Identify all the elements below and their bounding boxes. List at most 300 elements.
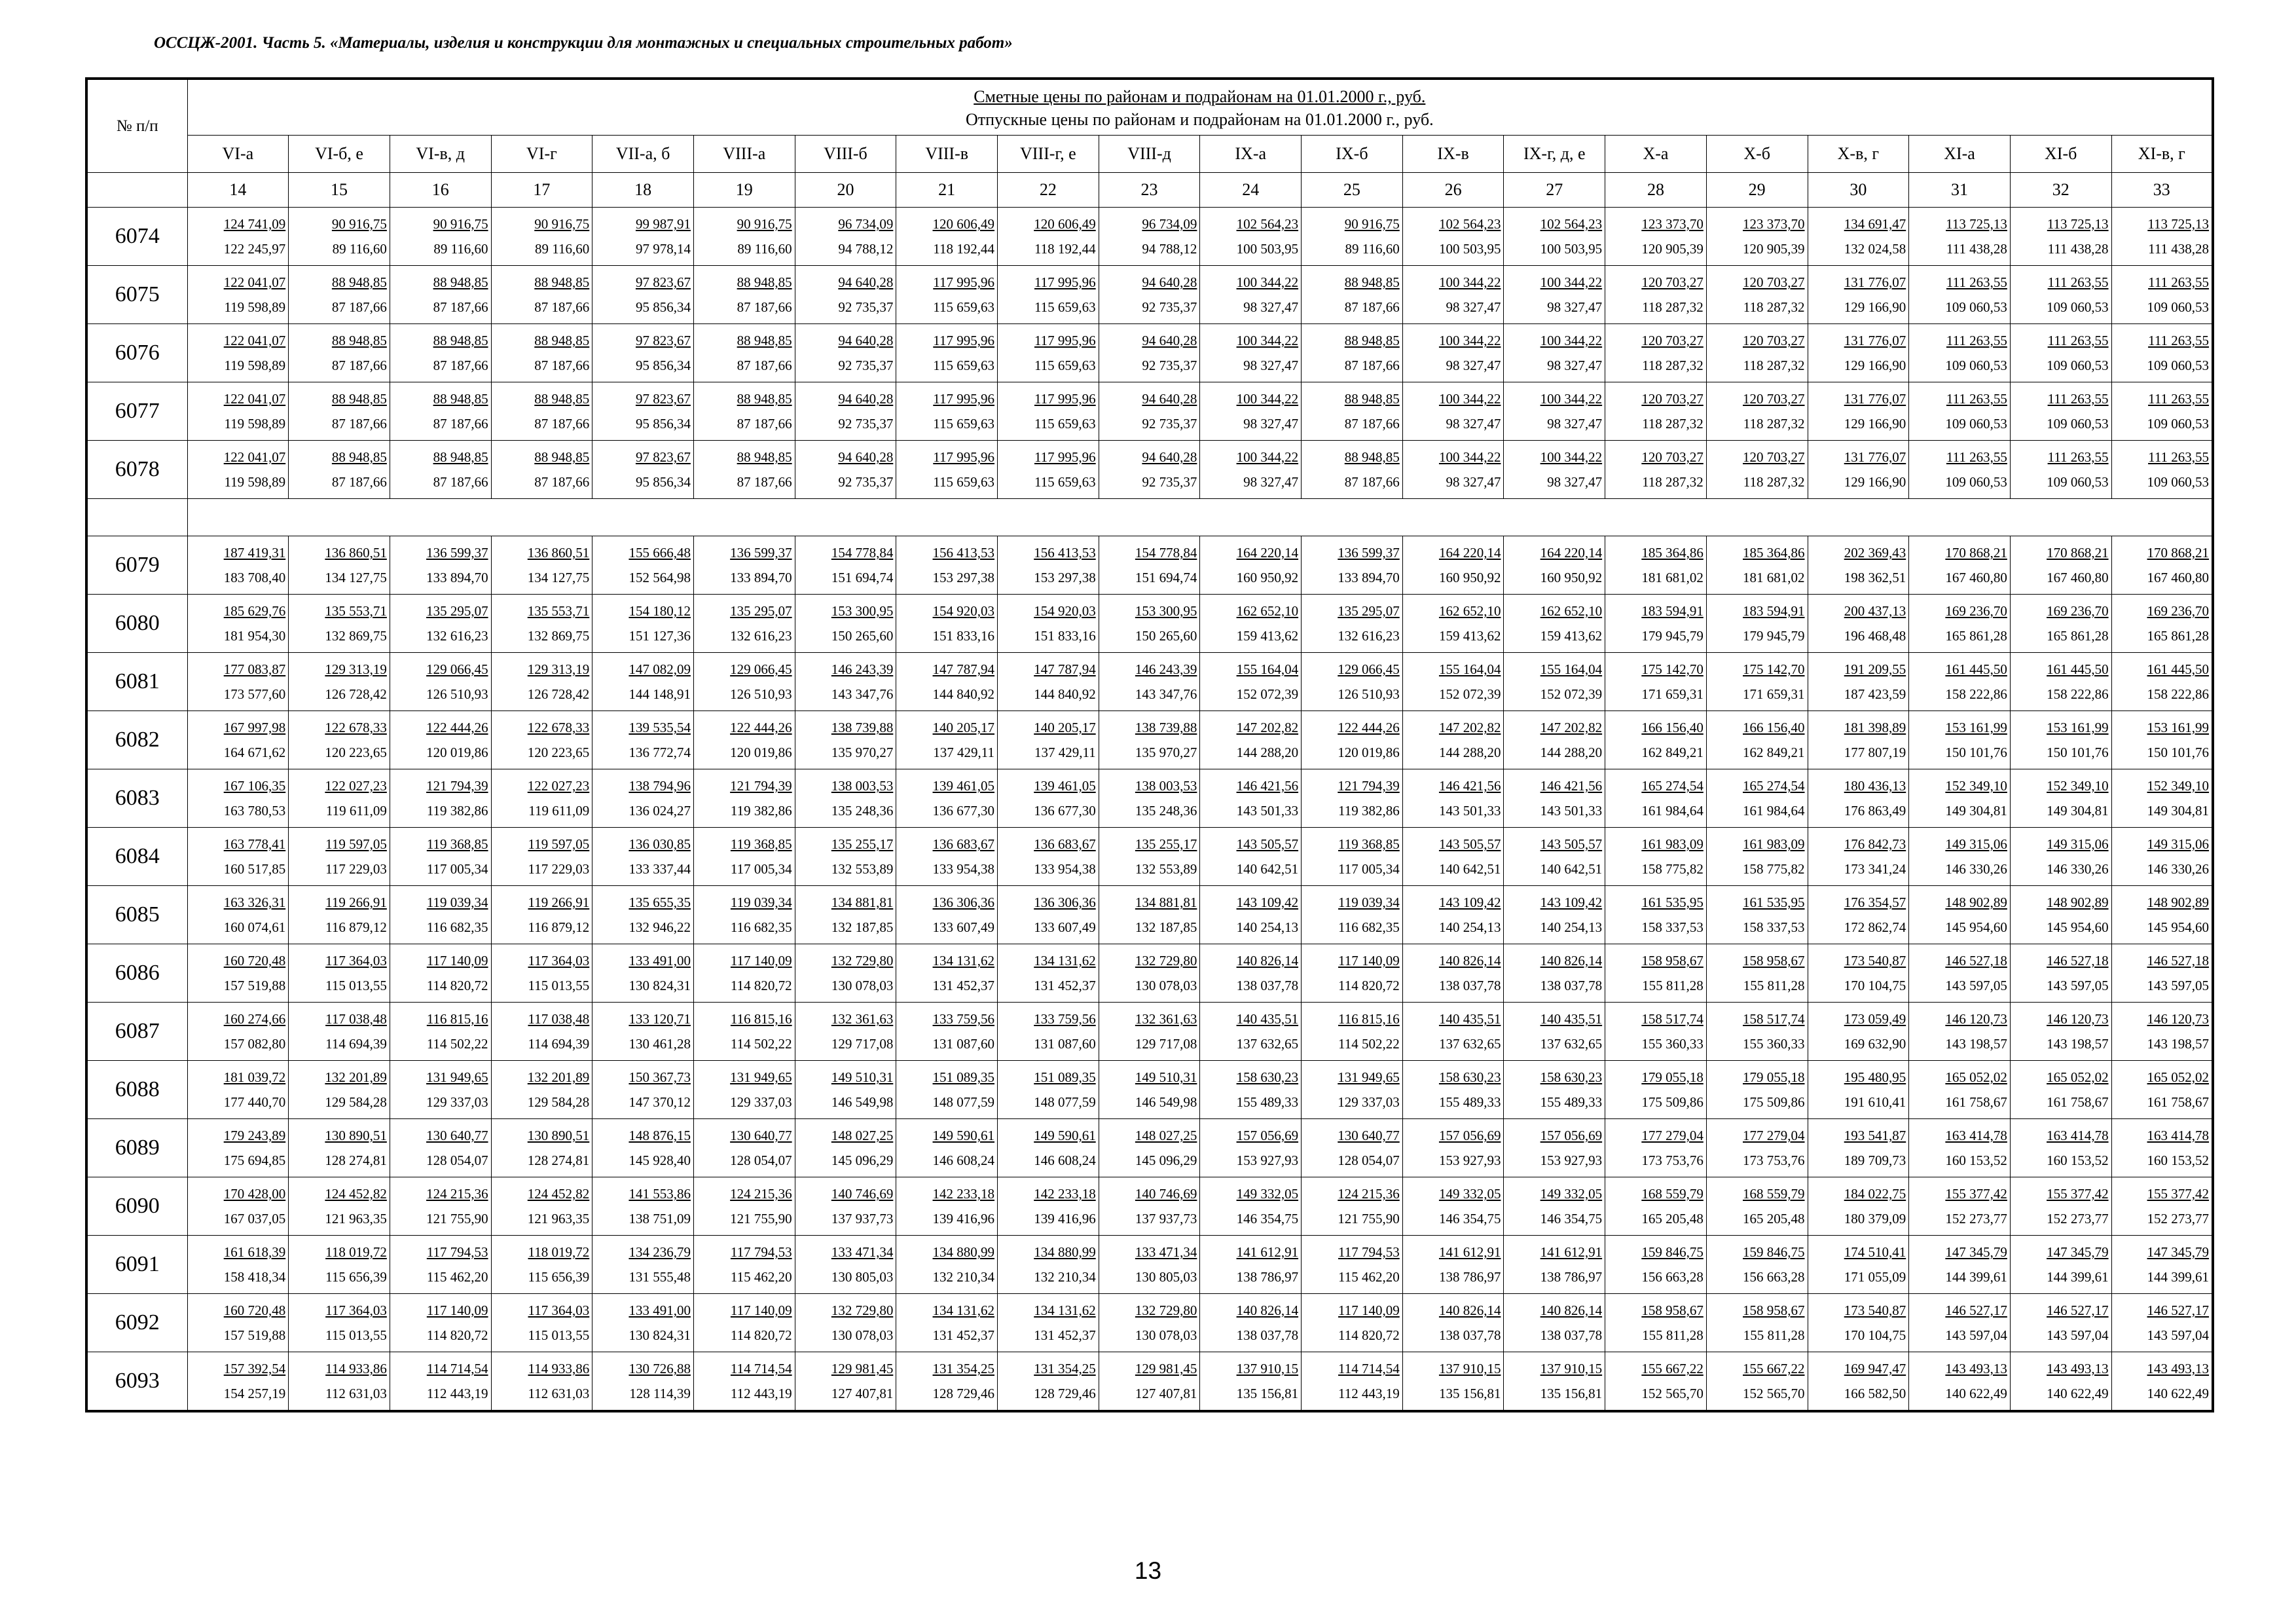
estimate-price: 121 794,39	[730, 778, 792, 794]
estimate-price: 148 902,89	[1945, 895, 2007, 910]
estimate-price: 147 202,82	[1438, 720, 1501, 735]
row-code: 6076	[86, 324, 187, 382]
release-price: 179 945,79	[1641, 628, 1704, 644]
estimate-price: 143 109,42	[1540, 895, 1603, 910]
price-cell	[998, 595, 1099, 653]
release-price: 95 856,34	[635, 416, 691, 432]
release-price: 160 517,85	[223, 861, 286, 877]
table-row	[86, 653, 2213, 711]
release-price: 114 820,72	[1338, 1327, 1400, 1343]
estimate-price: 129 981,45	[831, 1361, 894, 1376]
release-price: 149 304,81	[1945, 803, 2007, 819]
price-cell	[896, 1003, 998, 1061]
price-cell	[1200, 1236, 1302, 1294]
price-cell	[1909, 1294, 2011, 1352]
release-price: 114 820,72	[730, 978, 792, 993]
estimate-price: 117 364,03	[325, 953, 387, 969]
price-cell	[1706, 1003, 1808, 1061]
row-code: 6085	[86, 886, 187, 944]
price-cell	[1504, 536, 1605, 595]
price-cell	[491, 441, 592, 499]
price-cell	[1706, 1236, 1808, 1294]
column-number: 32	[2010, 173, 2111, 208]
estimate-price: 114 714,54	[730, 1361, 792, 1376]
price-cell	[795, 441, 896, 499]
release-price: 92 735,37	[1142, 474, 1197, 490]
estimate-price: 179 055,18	[1641, 1069, 1704, 1085]
release-price: 114 820,72	[1338, 978, 1400, 993]
release-price: 165 205,48	[1641, 1211, 1704, 1227]
price-cell	[795, 1236, 896, 1294]
estimate-price: 163 778,41	[223, 836, 286, 852]
price-cell	[1706, 769, 1808, 828]
price-cell	[1200, 828, 1302, 886]
estimate-price: 117 140,09	[1338, 953, 1400, 969]
estimate-price: 149 315,06	[2147, 836, 2210, 852]
estimate-price: 179 055,18	[1743, 1069, 1805, 1085]
price-cell	[2010, 1352, 2111, 1412]
release-price: 119 611,09	[528, 803, 590, 819]
release-price: 109 060,53	[2147, 358, 2210, 373]
release-price: 144 288,20	[1540, 745, 1603, 760]
release-price: 170 104,75	[1844, 1327, 1906, 1343]
estimate-price: 88 948,85	[433, 391, 488, 407]
estimate-price: 147 787,94	[932, 661, 994, 677]
release-price: 143 597,04	[1945, 1327, 2007, 1343]
estimate-price: 117 038,48	[528, 1011, 590, 1027]
estimate-price: 156 413,53	[932, 545, 994, 561]
row-code: 6079	[86, 536, 187, 595]
estimate-price: 155 377,42	[2147, 1186, 2210, 1202]
estimate-price: 116 815,16	[1338, 1011, 1400, 1027]
release-price: 129 584,28	[527, 1094, 590, 1110]
release-price: 112 443,19	[1338, 1386, 1400, 1401]
estimate-price: 94 640,28	[838, 333, 894, 348]
price-cell	[2111, 653, 2213, 711]
price-cell	[1808, 208, 1909, 266]
estimate-price: 130 726,88	[629, 1361, 691, 1376]
estimate-price: 185 364,86	[1743, 545, 1805, 561]
estimate-price: 161 618,39	[223, 1244, 286, 1260]
estimate-price: 158 958,67	[1743, 953, 1805, 969]
price-cell	[896, 382, 998, 441]
estimate-price: 181 039,72	[223, 1069, 286, 1085]
column-number: 14	[187, 173, 289, 208]
estimate-price: 131 354,25	[932, 1361, 994, 1376]
release-price: 111 438,28	[2148, 241, 2210, 257]
release-price: 151 833,16	[1034, 628, 1096, 644]
estimate-price: 129 313,19	[325, 661, 387, 677]
price-cell	[1605, 1294, 1707, 1352]
release-price: 165 861,28	[2147, 628, 2210, 644]
table-row	[86, 1352, 2213, 1412]
price-cell	[187, 1236, 289, 1294]
price-cell	[187, 944, 289, 1003]
estimate-price: 161 983,09	[1743, 836, 1805, 852]
estimate-price: 90 916,75	[433, 216, 488, 232]
price-cell	[289, 769, 390, 828]
price-cell	[1808, 653, 1909, 711]
estimate-price: 163 414,78	[2147, 1128, 2210, 1143]
row-code: 6091	[86, 1236, 187, 1294]
estimate-price: 88 948,85	[331, 333, 387, 348]
release-price: 100 503,95	[1236, 241, 1299, 257]
release-price: 160 153,52	[2147, 1153, 2210, 1168]
estimate-price: 119 039,34	[730, 895, 792, 910]
release-price: 143 501,33	[1236, 803, 1299, 819]
estimate-price: 117 995,96	[1034, 391, 1096, 407]
estimate-price: 122 041,07	[223, 333, 286, 348]
estimate-price: 88 948,85	[534, 333, 590, 348]
estimate-price: 123 373,70	[1641, 216, 1704, 232]
release-price: 87 187,66	[331, 416, 387, 432]
price-cell	[2010, 944, 2111, 1003]
release-price: 133 607,49	[932, 919, 994, 935]
estimate-price: 149 315,06	[2047, 836, 2109, 852]
price-cell	[896, 208, 998, 266]
district-header: IX-а	[1200, 136, 1302, 173]
release-price: 146 330,26	[2147, 861, 2210, 877]
release-price: 132 869,75	[527, 628, 590, 644]
price-cell	[1099, 324, 1200, 382]
release-price: 132 553,89	[831, 861, 894, 877]
price-cell	[1808, 1061, 1909, 1119]
price-cell	[491, 886, 592, 944]
estimate-price: 169 236,70	[1945, 603, 2007, 619]
release-price: 98 327,47	[1446, 358, 1501, 373]
estimate-price: 137 910,15	[1236, 1361, 1299, 1376]
price-cell	[1706, 595, 1808, 653]
estimate-price: 133 120,71	[629, 1011, 691, 1027]
estimate-price: 100 344,22	[1540, 274, 1603, 290]
price-cell	[1099, 1119, 1200, 1177]
price-cell	[1402, 441, 1504, 499]
release-price: 89 116,60	[433, 241, 488, 257]
price-cell	[795, 1177, 896, 1236]
release-price: 122 245,97	[223, 241, 286, 257]
estimate-price: 129 981,45	[1135, 1361, 1197, 1376]
release-price: 153 927,93	[1236, 1153, 1299, 1168]
release-price: 120 019,86	[1338, 745, 1400, 760]
estimate-price: 153 161,99	[2047, 720, 2109, 735]
estimate-price: 117 364,03	[528, 953, 590, 969]
table-row	[86, 1003, 2213, 1061]
table-row	[86, 1236, 2213, 1294]
release-price: 100 503,95	[1438, 241, 1501, 257]
release-price: 155 360,33	[1641, 1036, 1704, 1052]
estimate-price: 100 344,22	[1540, 391, 1603, 407]
district-header: VIII-в	[896, 136, 998, 173]
price-cell	[1099, 886, 1200, 944]
release-price: 109 060,53	[1945, 358, 2007, 373]
price-cell	[1909, 711, 2011, 769]
price-cell	[1605, 1003, 1707, 1061]
price-cell	[1909, 828, 2011, 886]
estimate-price: 131 776,07	[1844, 274, 1906, 290]
release-price: 155 489,33	[1438, 1094, 1501, 1110]
release-price: 87 187,66	[737, 358, 792, 373]
release-price: 158 775,82	[1641, 861, 1704, 877]
estimate-price: 149 332,05	[1236, 1186, 1299, 1202]
release-price: 138 786,97	[1438, 1269, 1501, 1285]
price-cell	[1302, 1003, 1403, 1061]
price-cell	[795, 1352, 896, 1412]
price-cell	[592, 711, 694, 769]
column-number: 21	[896, 173, 998, 208]
release-price: 114 694,39	[528, 1036, 590, 1052]
price-cell	[1099, 536, 1200, 595]
estimate-price: 131 776,07	[1844, 391, 1906, 407]
price-cell	[1706, 382, 1808, 441]
release-price: 95 856,34	[635, 358, 691, 373]
release-price: 131 452,37	[932, 978, 994, 993]
price-cell	[1909, 1177, 2011, 1236]
price-cell	[896, 653, 998, 711]
price-cell	[1504, 653, 1605, 711]
price-cell	[187, 1061, 289, 1119]
price-cell	[491, 1061, 592, 1119]
release-price: 121 755,90	[730, 1211, 792, 1227]
estimate-price: 134 131,62	[1034, 953, 1096, 969]
release-price: 87 187,66	[1344, 416, 1400, 432]
estimate-price: 122 027,23	[325, 778, 387, 794]
estimate-price: 124 215,36	[426, 1186, 488, 1202]
price-cell	[795, 208, 896, 266]
release-price: 161 758,67	[1945, 1094, 2007, 1110]
estimate-price: 147 345,79	[2047, 1244, 2109, 1260]
district-header: IX-б	[1302, 136, 1403, 173]
release-price: 119 382,86	[1338, 803, 1400, 819]
estimate-price: 133 491,00	[629, 953, 691, 969]
release-price: 112 631,03	[528, 1386, 590, 1401]
release-price: 119 598,89	[224, 358, 286, 373]
estimate-price: 139 461,05	[932, 778, 994, 794]
estimate-price: 100 344,22	[1236, 449, 1299, 465]
estimate-price: 135 295,07	[426, 603, 488, 619]
estimate-price: 167 106,35	[223, 778, 286, 794]
district-header: XI-в, г	[2111, 136, 2213, 173]
release-price: 148 077,59	[1034, 1094, 1096, 1110]
release-price: 89 116,60	[1345, 241, 1400, 257]
price-cell	[1402, 1177, 1504, 1236]
estimate-price: 162 652,10	[1236, 603, 1299, 619]
release-price: 109 060,53	[2147, 299, 2210, 315]
release-price: 92 735,37	[1142, 416, 1197, 432]
price-cell	[998, 711, 1099, 769]
estimate-price: 165 052,02	[2147, 1069, 2210, 1085]
release-price: 98 327,47	[1547, 474, 1603, 490]
release-price: 152 273,77	[2147, 1211, 2210, 1227]
release-price: 87 187,66	[331, 299, 387, 315]
price-cell	[592, 1236, 694, 1294]
estimate-price: 136 306,36	[1034, 895, 1096, 910]
release-price: 138 037,78	[1438, 978, 1501, 993]
price-cell	[592, 944, 694, 1003]
release-price: 158 337,53	[1743, 919, 1805, 935]
estimate-price: 119 368,85	[426, 836, 488, 852]
release-price: 150 101,76	[1945, 745, 2007, 760]
estimate-price: 90 916,75	[331, 216, 387, 232]
estimate-price: 161 445,50	[2147, 661, 2210, 677]
release-price: 167 460,80	[1945, 570, 2007, 585]
release-price: 155 811,28	[1743, 1327, 1805, 1343]
release-price: 114 820,72	[426, 978, 488, 993]
release-price: 155 489,33	[1540, 1094, 1603, 1110]
price-cell	[998, 1177, 1099, 1236]
release-price: 177 807,19	[1844, 745, 1906, 760]
district-header: IX-г, д, е	[1504, 136, 1605, 173]
price-cell	[1808, 382, 1909, 441]
release-price: 116 682,35	[730, 919, 792, 935]
estimate-price: 124 452,82	[325, 1186, 387, 1202]
release-price: 145 954,60	[1945, 919, 2007, 935]
estimate-price: 155 164,04	[1438, 661, 1501, 677]
price-cell	[1808, 1119, 1909, 1177]
price-cell	[2010, 1177, 2111, 1236]
release-price: 144 399,61	[2147, 1269, 2210, 1285]
estimate-price: 157 056,69	[1540, 1128, 1603, 1143]
estimate-price: 164 220,14	[1438, 545, 1501, 561]
price-cell	[795, 536, 896, 595]
estimate-price: 134 881,81	[831, 895, 894, 910]
price-cell	[1706, 266, 1808, 324]
price-cell	[693, 441, 795, 499]
price-cell	[1909, 653, 2011, 711]
release-price: 143 597,04	[2147, 1327, 2210, 1343]
estimate-price: 118 019,72	[325, 1244, 387, 1260]
price-cell	[998, 944, 1099, 1003]
release-price: 146 354,75	[1236, 1211, 1299, 1227]
release-price: 98 327,47	[1547, 416, 1603, 432]
row-code: 6093	[86, 1352, 187, 1412]
price-cell	[592, 595, 694, 653]
release-price: 198 362,51	[1844, 570, 1906, 585]
release-price: 115 659,63	[933, 358, 994, 373]
estimate-price: 124 741,09	[223, 216, 286, 232]
price-cell	[390, 886, 491, 944]
release-price: 138 037,78	[1438, 1327, 1501, 1343]
estimate-price: 130 640,77	[1338, 1128, 1400, 1143]
estimate-price: 120 703,27	[1641, 274, 1704, 290]
column-number: 23	[1099, 173, 1200, 208]
release-price: 116 879,12	[528, 919, 590, 935]
release-price: 160 153,52	[2047, 1153, 2109, 1168]
separator-cell	[86, 499, 187, 536]
price-cell	[896, 1061, 998, 1119]
release-price: 87 187,66	[433, 299, 488, 315]
estimate-price: 173 540,87	[1844, 953, 1906, 969]
estimate-price: 164 220,14	[1540, 545, 1603, 561]
price-cell	[998, 382, 1099, 441]
price-cell	[1605, 886, 1707, 944]
estimate-price: 117 794,53	[730, 1244, 792, 1260]
release-price: 143 597,05	[2047, 978, 2109, 993]
estimate-price: 131 949,65	[1338, 1069, 1400, 1085]
release-price: 87 187,66	[1344, 474, 1400, 490]
column-number: 29	[1706, 173, 1808, 208]
estimate-price: 161 983,09	[1641, 836, 1704, 852]
release-price: 132 616,23	[730, 628, 792, 644]
release-price: 114 694,39	[325, 1036, 387, 1052]
release-price: 114 820,72	[730, 1327, 792, 1343]
price-cell	[1504, 1177, 1605, 1236]
release-price: 135 970,27	[1135, 745, 1197, 760]
price-cell	[289, 1294, 390, 1352]
price-cell	[592, 266, 694, 324]
release-price: 143 198,57	[2147, 1036, 2210, 1052]
release-price: 129 166,90	[1844, 416, 1906, 432]
price-cell	[896, 828, 998, 886]
price-cell	[592, 208, 694, 266]
estimate-price: 120 703,27	[1743, 333, 1805, 348]
price-cell	[1605, 536, 1707, 595]
release-price: 137 937,73	[1135, 1211, 1197, 1227]
release-price: 133 337,44	[629, 861, 691, 877]
price-cell	[1706, 441, 1808, 499]
release-price: 146 608,24	[932, 1153, 994, 1168]
release-price: 157 519,88	[223, 978, 286, 993]
release-price: 143 501,33	[1438, 803, 1501, 819]
release-price: 146 608,24	[1034, 1153, 1096, 1168]
estimate-price: 162 652,10	[1540, 603, 1603, 619]
price-cell	[1706, 208, 1808, 266]
estimate-price: 133 471,34	[1135, 1244, 1197, 1260]
release-price: 111 438,28	[2047, 241, 2109, 257]
estimate-price: 152 349,10	[2147, 778, 2210, 794]
estimate-price: 187 419,31	[223, 545, 286, 561]
price-cell	[1302, 828, 1403, 886]
estimate-price: 185 629,76	[223, 603, 286, 619]
estimate-price: 122 678,33	[527, 720, 590, 735]
price-cell	[693, 266, 795, 324]
release-price: 109 060,53	[1945, 299, 2007, 315]
price-cell	[289, 324, 390, 382]
price-cell	[592, 828, 694, 886]
release-price: 159 413,62	[1438, 628, 1501, 644]
estimate-price: 174 510,41	[1844, 1244, 1906, 1260]
price-cell	[1200, 1177, 1302, 1236]
release-price: 132 946,22	[629, 919, 691, 935]
price-cell	[592, 1177, 694, 1236]
price-cell	[1808, 595, 1909, 653]
estimate-price: 148 027,25	[831, 1128, 894, 1143]
column-number: 25	[1302, 173, 1403, 208]
estimate-price: 120 703,27	[1641, 449, 1704, 465]
estimate-price: 169 236,70	[2047, 603, 2109, 619]
price-cell	[1909, 382, 2011, 441]
price-cell	[592, 886, 694, 944]
district-header: VIII-б	[795, 136, 896, 173]
price-cell	[390, 1003, 491, 1061]
price-cell	[491, 382, 592, 441]
price-cell	[1200, 382, 1302, 441]
release-price: 151 694,74	[1135, 570, 1197, 585]
estimate-price: 111 263,55	[2148, 391, 2210, 407]
release-price: 120 019,86	[730, 745, 792, 760]
estimate-price: 146 243,39	[831, 661, 894, 677]
price-cell	[1909, 266, 2011, 324]
release-price: 138 786,97	[1236, 1269, 1299, 1285]
price-cell	[289, 382, 390, 441]
estimate-price: 143 505,57	[1438, 836, 1501, 852]
estimate-price: 114 933,86	[325, 1361, 387, 1376]
estimate-price: 130 640,77	[730, 1128, 792, 1143]
release-price: 152 565,70	[1641, 1386, 1704, 1401]
district-header: VI-б, е	[289, 136, 390, 173]
price-cell	[1605, 711, 1707, 769]
estimate-price: 94 640,28	[838, 449, 894, 465]
estimate-price: 136 860,51	[325, 545, 387, 561]
